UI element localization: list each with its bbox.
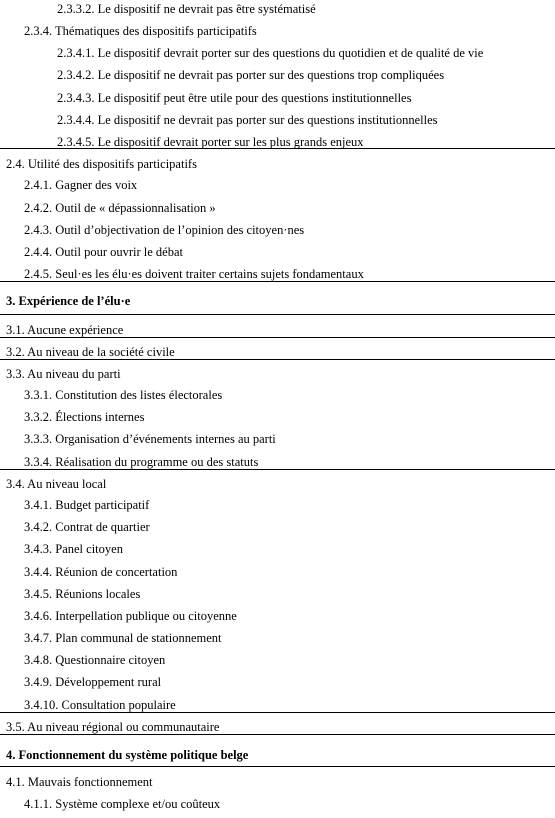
outline-entry-text: 3.4.4. Réunion de concertation <box>24 565 178 579</box>
outline-entry-text: 2.4. Utilité des dispositifs participatifs <box>6 157 197 171</box>
outline-entry-text: 3.3.3. Organisation d’événements internes au parti <box>24 432 276 446</box>
outline-entry-text: 3.4.3. Panel citoyen <box>24 542 123 556</box>
outline-row <box>0 630 555 652</box>
outline-row <box>0 697 555 719</box>
outline-entry-text: 2.3.4. Thématiques des dispositifs participatifs <box>24 24 257 38</box>
outline-entry-text: 2.4.5. Seul·es les élu·es doivent traiter certains sujets fondamentaux <box>24 267 364 281</box>
section-divider <box>0 281 555 282</box>
outline-row <box>0 266 555 288</box>
outline-row <box>0 67 555 89</box>
outline-entry-text: 4.1.1. Système complexe et/ou coûteux <box>24 797 221 811</box>
outline-entry-text: 3.4.1. Budget participatif <box>24 498 150 512</box>
section-divider <box>0 337 555 338</box>
outline-entry-text: 2.4.1. Gagner des voix <box>24 178 138 192</box>
outline-entry-text: 3.1. Aucune expérience <box>6 323 124 337</box>
outline-row <box>0 519 555 541</box>
section-divider <box>0 712 555 713</box>
outline-row <box>0 409 555 431</box>
outline-row <box>0 45 555 67</box>
outline-entry-text: 3.4.7. Plan communal de stationnement <box>24 631 222 645</box>
outline-entry-text: 3.3.2. Élections internes <box>24 410 145 424</box>
outline-row <box>0 322 555 344</box>
outline-row <box>0 387 555 409</box>
outline-row <box>0 222 555 244</box>
outline-entry-text: 3.4.2. Contrat de quartier <box>24 520 150 534</box>
outline-row <box>0 431 555 453</box>
outline-entry-text: 3.4. Au niveau local <box>6 477 107 491</box>
outline-row <box>0 774 555 796</box>
outline-row <box>0 156 555 178</box>
outline-entry-text: 3.3.1. Constitution des listes électorales <box>24 388 223 402</box>
outline-entry-text: 2.3.4.4. Le dispositif ne devrait pas porter sur des questions institutionnelles <box>57 113 438 127</box>
section-divider <box>0 766 555 767</box>
outline-entry-text: 3.4.8. Questionnaire citoyen <box>24 653 166 667</box>
outline-entry-text: 2.4.2. Outil de « dépassionnalisation » <box>24 201 216 215</box>
outline-row <box>0 244 555 266</box>
outline-entry-text: 3.3.4. Réalisation du programme ou des statuts <box>24 455 259 469</box>
outline-row <box>0 177 555 199</box>
outline-row <box>0 564 555 586</box>
outline-row <box>0 200 555 222</box>
outline-entry-text: 3.5. Au niveau régional ou communautaire <box>6 720 220 734</box>
outline-row <box>0 112 555 134</box>
outline-entry-text: 4.1. Mauvais fonctionnement <box>6 775 153 789</box>
section-heading: 3. Expérience de l’élu·e <box>6 294 131 308</box>
outline-entry-text: 2.3.4.1. Le dispositif devrait porter sur des questions du quotidien et de qualité de vie <box>57 46 484 60</box>
outline-row <box>0 497 555 519</box>
outline-entry-text: 3.4.6. Interpellation publique ou citoyenne <box>24 609 237 623</box>
outline-entry-text: 3.4.5. Réunions locales <box>24 587 141 601</box>
outline-entry-text: 3.4.9. Développement rural <box>24 675 162 689</box>
outline-entry-text: 2.3.4.3. Le dispositif peut être utile pour des questions institutionnelles <box>57 91 412 105</box>
outline-entry-text: 2.3.4.5. Le dispositif devrait porter sur les plus grands enjeux <box>57 135 364 149</box>
outline-entry-text: 3.3. Au niveau du parti <box>6 367 121 381</box>
outline-row <box>0 541 555 563</box>
outline-row <box>0 652 555 674</box>
outline-row <box>0 134 555 156</box>
outline-row <box>0 293 555 315</box>
outline-row <box>0 366 555 388</box>
outline-row <box>0 1 555 23</box>
outline-row <box>0 674 555 696</box>
section-divider <box>0 734 555 735</box>
outline-row <box>0 344 555 366</box>
outline-row <box>0 90 555 112</box>
outline-row <box>0 719 555 741</box>
outline-entry-text: 3.4.10. Consultation populaire <box>24 698 176 712</box>
section-divider <box>0 314 555 315</box>
outline-entry-text: 3.2. Au niveau de la société civile <box>6 345 175 359</box>
section-divider <box>0 359 555 360</box>
outline-row <box>0 454 555 476</box>
section-heading: 4. Fonctionnement du système politique belge <box>6 748 249 762</box>
outline-row <box>0 23 555 45</box>
outline-entry-text: 2.3.3.2. Le dispositif ne devrait pas être systématisé <box>57 2 316 16</box>
outline-row <box>0 586 555 608</box>
outline-row <box>0 476 555 498</box>
section-divider <box>0 469 555 470</box>
outline-row <box>0 608 555 630</box>
outline-entry-text: 2.3.4.2. Le dispositif ne devrait pas porter sur des questions trop compliquées <box>57 68 445 82</box>
section-divider <box>0 148 555 149</box>
outline-entry-text: 2.4.3. Outil d’objectivation de l’opinion des citoyen·nes <box>24 223 305 237</box>
outline-entry-text: 2.4.4. Outil pour ouvrir le débat <box>24 245 183 259</box>
